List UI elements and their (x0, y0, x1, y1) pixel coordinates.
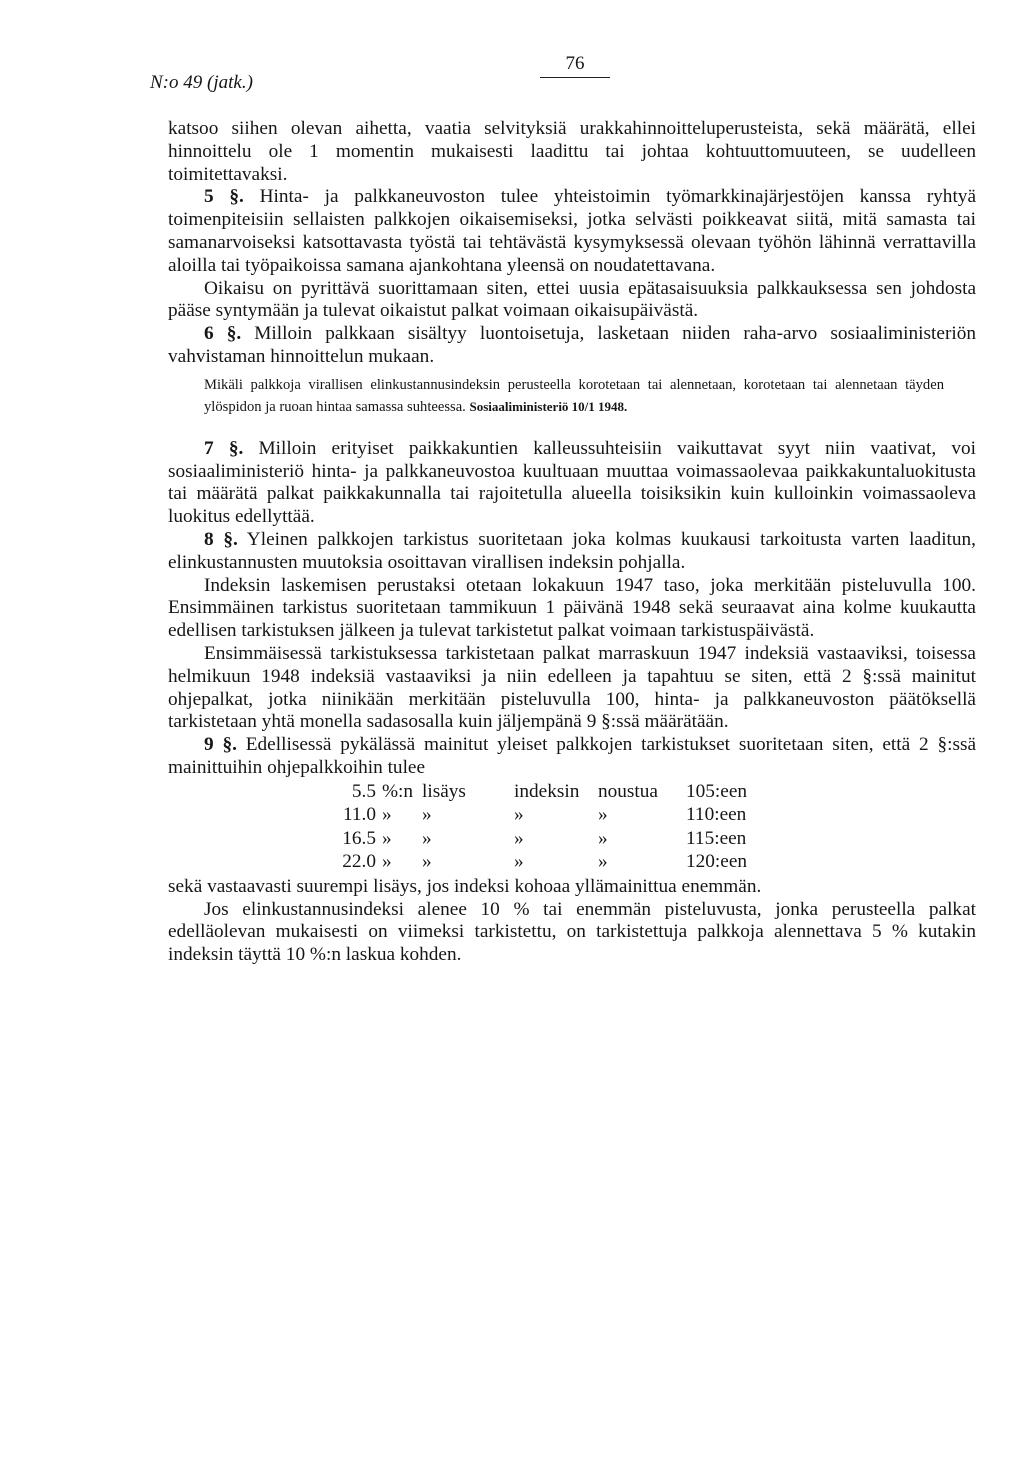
schedule-word: » (514, 851, 524, 873)
section-5-paragraph-2: Oikaisu on pyrittävä suorittamaan siten, ettei uusia epätasaisuuksia palkkauksessa sen johdosta pääse syntymään ja tulevat oikaistut palkat voimaan oikaisupäivästä. (168, 277, 976, 322)
schedule-unit: » (382, 804, 392, 826)
schedule-word: noustua (598, 780, 658, 802)
section-7-text: Milloin erityiset paikkakuntien kalleussuhteisiin vaikuttavat syyt niin vaativat, voi sosiaaliministeriö hinta- ja palkkaneuvostoa kuultuaan muuttaa voimassaolevaa paikkakuntaluokitusta tai määrätä palkat paikkakunnalla tai rajoitetulla alueella toisiksikin kuin kulloinkin voimassaoleva luokitus edellyttää. (168, 437, 976, 528)
schedule-percent: 22.0 (342, 851, 376, 873)
schedule-word: » (422, 827, 432, 849)
increase-schedule-table (320, 780, 796, 874)
schedule-target: 110:een (686, 804, 747, 826)
section-9-text: Edellisessä pykälässä mainitut yleiset palkkojen tarkistukset suoritetaan siten, että 2 §:ssä mainittuihin ohjepalkkoihin tulee (168, 734, 977, 778)
section-7 (168, 438, 976, 529)
section-8-paragraph-3: Ensimmäisessä tarkistuksessa tarkistetaan palkat marraskuun 1947 indeksiä vastaaviksi, toisessa helmikuun 1948 indeksiä vastaaviksi ja niin edelleen ja tapahtuu se siten, että 2 §:ssä mainitut ohjepalkat, jotka niinikään merkitään pisteluvulla 100, hinta- ja palkkaneuvoston päätöksellä tarkistetaan yhtä monella sadasosalla kuin jäljempänä 9 §:ssä määrätään. (168, 642, 976, 733)
section-9 (168, 734, 976, 780)
schedule-unit: » (382, 851, 392, 873)
schedule-percent: 5.5 (351, 780, 376, 802)
schedule-word: » (422, 804, 432, 826)
schedule-percent: 16.5 (342, 827, 376, 849)
schedule-word: » (598, 827, 608, 849)
schedule-word: » (514, 827, 524, 849)
section-5-label: 5 §. (204, 186, 244, 208)
footnote-text: Mikäli palkkoja virallisen elinkustannusindeksin perusteella korotetaan tai alennetaan, korotetaan tai alennetaan täyden ylöspidon ja ruoan hintaa samassa suhteessa. (204, 376, 944, 415)
section-6-text: Milloin palkkaan sisältyy luontoisetuja, lasketaan niiden raha-arvo sosiaaliministeriön vahvistaman hinnoittelun mukaan. (168, 323, 977, 367)
section-8-text: Yleinen palkkojen tarkistus suoritetaan joka kolmas kuukausi tarkoitusta varten laaditun, elinkustannusten muutoksia osoittavan virallisen indeksin pohjalla. (168, 528, 977, 573)
schedule-word: » (598, 804, 608, 826)
section-6 (168, 323, 976, 369)
footnote (168, 375, 976, 418)
schedule-word: lisäys (422, 780, 466, 802)
schedule-target: 105:een (686, 780, 748, 802)
schedule-unit: %:n (382, 780, 414, 802)
schedule-word: » (514, 804, 524, 826)
section-5 (168, 186, 976, 277)
schedule-target: 115:een (686, 827, 747, 849)
section-9-after-table: sekä vastaavasti suurempi lisäys, jos indeksi kohoaa yllämainittua enemmän. (168, 875, 762, 897)
schedule-unit: » (382, 827, 392, 849)
running-head: N:o 49 (jatk.) (150, 72, 253, 93)
document-body (168, 118, 976, 967)
section-6-label: 6 §. (204, 323, 242, 345)
schedule-word: indeksin (514, 780, 580, 802)
schedule-row (320, 850, 796, 874)
schedule-row (320, 827, 796, 851)
footnote-reference: Sosiaaliministeriö 10/1 1948. (469, 398, 628, 414)
schedule-word: » (598, 851, 608, 873)
schedule-target: 120:een (686, 851, 748, 873)
section-9-paragraph-2: Jos elinkustannusindeksi alenee 10 % tai enemmän pisteluvusta, jonka perusteella palkat edelläolevan mukaisesti on viimeksi tarkistettu, on tarkistettuja palkkoja alennettava 5 % kutakin indeksin täyttä 10 %:n laskua kohden. (168, 898, 976, 966)
schedule-row (320, 803, 796, 827)
section-8-label: 8 §. (204, 528, 238, 550)
schedule-row (320, 780, 796, 804)
section-9-label: 9 §. (204, 734, 237, 756)
section-8-paragraph-2: Indeksin laskemisen perustaksi otetaan lokakuun 1947 taso, joka merkitään pisteluvulla 100. Ensimmäinen tarkistus suoritetaan tammikuun 1 päivänä 1948 sekä seuraavat aina kolme kuukautta edellisen tarkistuksen jälkeen ja tulevat tarkistetut palkat voimaan tarkistuspäivästä. (168, 574, 976, 642)
paragraph-continuation: katsoo siihen olevan aihetta, vaatia selvityksiä urakkahinnoitteluperusteista, sekä määrätä, ellei hinnoittelu ole 1 momentin mukaisesti laadittu tai johtaa kohtuuttomuuteen, se uudelleen toimitettavaksi. (168, 118, 976, 185)
schedule-percent: 11.0 (342, 804, 376, 826)
section-7-label: 7 §. (204, 437, 244, 459)
section-8 (168, 529, 976, 575)
schedule-word: » (422, 851, 432, 873)
page-number: 76 (540, 54, 610, 78)
section-5-text: Hinta- ja palkkaneuvoston tulee yhteistoimin työmarkkinajärjestöjen kanssa ryhtyä toimenpiteisiin sellaisten palkkojen oikaisemiseksi, jotka selvästi poikkeavat siitä, mitä samasta tai samanarvoiseksi katsottavasta työstä tai tehtävästä kysymyksessä olevaan työhön lähinnä verrattavilla aloilla tai työpaikoissa samana ajankohtana yleensä on noudatettavana. (168, 186, 977, 276)
